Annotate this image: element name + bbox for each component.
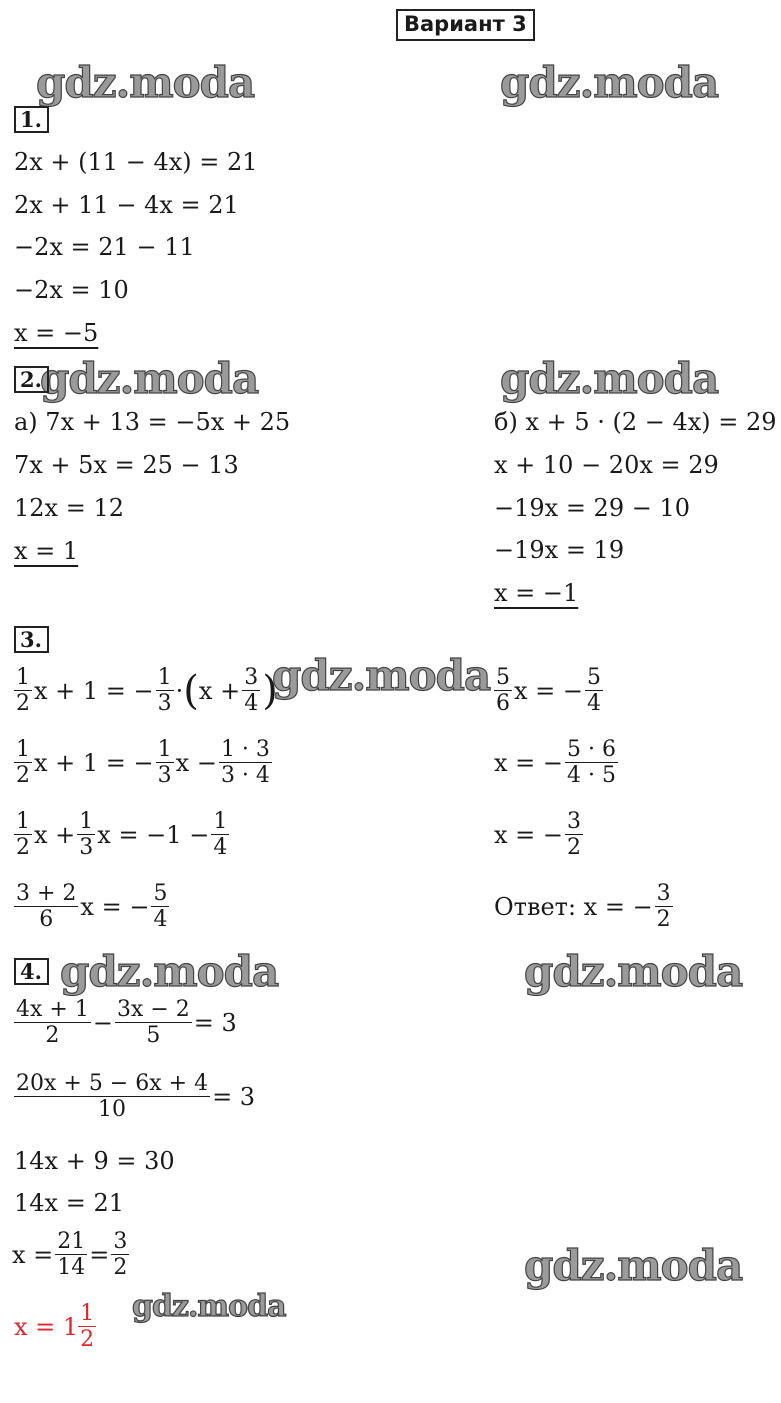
fraction: $\frac{5}{4}$ xyxy=(587,665,602,717)
equation-line: −19x = 19 xyxy=(494,536,625,564)
fraction: $\frac{3x - 2}{5}$ xyxy=(116,997,190,1049)
equation-line: x = $\frac{21}{14}$ = $\frac{3}{2}$ xyxy=(12,1229,128,1281)
fraction: $\frac{1}{2}$ xyxy=(16,809,30,861)
fraction: $\frac{1}{3}$ xyxy=(157,665,172,717)
answer-line: x = 1 $\frac{1}{2}$ xyxy=(14,1301,95,1353)
fraction: $\frac{1}{3}$ xyxy=(157,737,172,789)
task-number: 1. xyxy=(14,106,49,133)
fraction: $\frac{3}{2}$ xyxy=(567,809,582,861)
fraction: $\frac{3}{2}$ xyxy=(113,1229,128,1281)
fraction: $\frac{1}{2}$ xyxy=(16,665,30,717)
equation-line: б) x + 5 · (2 − 4x) = 29 xyxy=(494,408,777,436)
answer-line: Ответ: x = − $\frac{3}{2}$ xyxy=(494,881,671,933)
answer-line: x = 1 xyxy=(14,537,79,565)
equation-line: $\frac{1}{2}$ x + 1 = − $\frac{1}{3}$ · ( x + $\frac{3}{4}$ ) xyxy=(16,665,278,717)
fraction: $\frac{5}{6}$ xyxy=(496,665,510,717)
equation-line: а) 7x + 13 = −5x + 25 xyxy=(14,408,291,436)
fraction: $\frac{1 \cdot 3}{3 \cdot 4}$ xyxy=(220,737,270,789)
watermark: gdz.moda xyxy=(272,651,491,700)
fraction: $\frac{5 \cdot 6}{4 \cdot 5}$ xyxy=(567,737,616,789)
task-number: 3. xyxy=(14,626,49,653)
variant-title: Вариант 3 xyxy=(396,9,535,41)
equation-line: $\frac{4x + 1}{2}$ − $\frac{3x - 2}{5}$ = 3 xyxy=(16,997,237,1049)
fraction: $\frac{21}{14}$ xyxy=(57,1229,86,1281)
fraction: $\frac{20x + 5 - 6x + 4}{10}$ xyxy=(16,1071,209,1123)
equation-line: −19x = 29 − 10 xyxy=(494,494,690,522)
equation-line: 12x = 12 xyxy=(14,494,124,522)
fraction: $\frac{5}{4}$ xyxy=(153,881,168,933)
fraction: $\frac{3}{4}$ xyxy=(244,665,259,717)
equation-line: x = − $\frac{5 \cdot 6}{4 \cdot 5}$ xyxy=(494,737,616,789)
equation-line: 2x + 11 − 4x = 21 xyxy=(14,191,239,219)
answer-line: x = −1 xyxy=(494,579,579,607)
fraction: $\frac{1}{2}$ xyxy=(16,737,30,789)
watermark: gdz.moda xyxy=(500,58,719,107)
watermark: gdz.moda xyxy=(36,58,255,107)
fraction: $\frac{1}{2}$ xyxy=(80,1301,95,1353)
equation-line: $\frac{1}{2}$ x + $\frac{1}{3}$ x = −1 − $\frac{1}{4}$ xyxy=(16,809,228,861)
equation-line: x + 10 − 20x = 29 xyxy=(494,451,719,479)
watermark: gdz.moda xyxy=(60,947,279,996)
fraction: $\frac{3}{2}$ xyxy=(656,881,671,933)
watermark: gdz.moda xyxy=(40,354,259,403)
fraction: $\frac{1}{3}$ xyxy=(79,809,94,861)
equation-line: −2x = 21 − 11 xyxy=(14,233,195,261)
fraction: $\frac{1}{4}$ xyxy=(213,809,228,861)
equation-line: −2x = 10 xyxy=(14,276,129,304)
equation-line: $\frac{5}{6}$ x = − $\frac{5}{4}$ xyxy=(496,665,602,717)
equation-line: 2x + (11 − 4x) = 21 xyxy=(14,148,258,176)
watermark: gdz.moda xyxy=(132,1289,286,1324)
watermark: gdz.moda xyxy=(524,947,743,996)
equation-line: $\frac{20x + 5 - 6x + 4}{10}$ = 3 xyxy=(16,1071,256,1123)
equation-line: 7x + 5x = 25 − 13 xyxy=(14,451,239,479)
watermark: gdz.moda xyxy=(524,1241,743,1290)
task-number: 2. xyxy=(14,366,49,393)
equation-line: $\frac{1}{2}$ x + 1 = − $\frac{1}{3}$ x − $\frac{1 \cdot 3}{3 \cdot 4}$ xyxy=(16,737,270,789)
equation-line: x = − $\frac{3}{2}$ xyxy=(494,809,582,861)
equation-line: $\frac{3 + 2}{6}$ x = − $\frac{5}{4}$ xyxy=(16,881,168,933)
answer-line: x = −5 xyxy=(14,319,99,347)
task-number: 4. xyxy=(14,958,49,985)
equation-line: 14x + 9 = 30 xyxy=(14,1147,175,1175)
watermark: gdz.moda xyxy=(500,354,719,403)
fraction: $\frac{4x + 1}{2}$ xyxy=(16,997,89,1049)
fraction: $\frac{3 + 2}{6}$ xyxy=(16,881,77,933)
equation-line: 14x = 21 xyxy=(14,1189,124,1217)
